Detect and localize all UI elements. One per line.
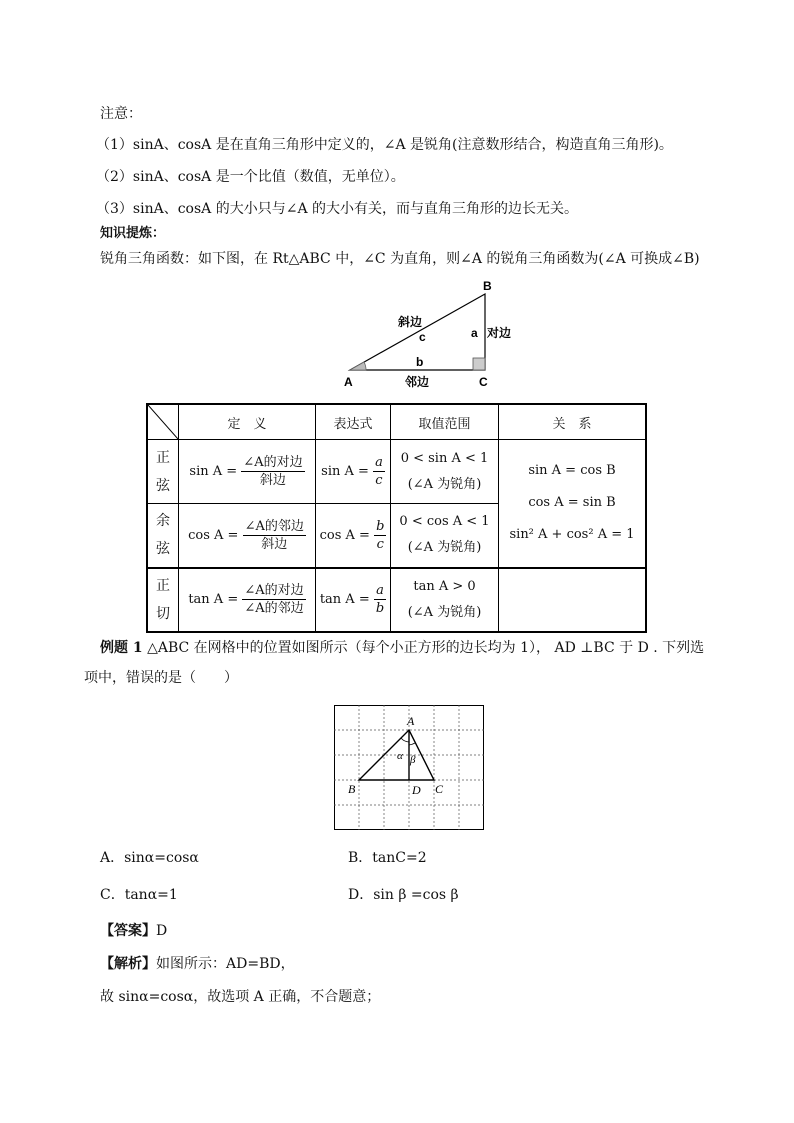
relation-2: cos A = sin B — [528, 495, 616, 511]
cosine-definition: cos A = $\frac{\text{∠A的邻边}}{\text{斜边}}$ — [179, 504, 316, 568]
answer-line — [100, 921, 167, 941]
right-triangle-figure — [340, 278, 540, 390]
table-row-sine — [147, 440, 646, 504]
row-name-cosine: 余 弦 — [147, 504, 179, 568]
sine-range: 0 < sin A < 1 (∠A 为锐角) — [391, 440, 499, 504]
grid-point-d: D — [412, 783, 421, 797]
example-question-line1 — [100, 638, 704, 658]
note-item-1: （1）sinA、cosA 是在直角三角形中定义的，∠A 是锐角(注意数形结合，构造直角三角形)。 — [96, 137, 673, 153]
table-header-row — [147, 404, 646, 440]
cosine-range: 0 < cos A < 1 (∠A 为锐角) — [391, 504, 499, 568]
cosine-expression: cos A = $\frac{b}{c}$ — [316, 504, 391, 568]
tangent-range: tan A > 0 (∠A 为锐角) — [391, 568, 499, 632]
answer-value: D — [156, 923, 168, 939]
hypotenuse-letter: c — [419, 330, 426, 344]
example-question-line2: 项中，错误的是（ ） — [84, 670, 238, 686]
adjacent-label: 邻边 — [405, 375, 430, 389]
vertex-b-label: B — [483, 279, 492, 293]
example-text-1: △ABC 在网格中的位置如图所示（每个小正方形的边长均为 1）， AD ⊥BC 于 D . 下列选 — [142, 640, 705, 656]
opposite-label: 对边 — [487, 326, 512, 340]
sine-expression: sin A = $\frac{a}{c}$ — [316, 440, 391, 504]
header-corner-cell — [147, 404, 179, 440]
analysis-text: 如图所示：AD=BD， — [156, 956, 295, 972]
grid-triangle-figure — [334, 705, 484, 830]
vertex-a-label: A — [344, 375, 353, 389]
knowledge-heading: 知识提炼： — [100, 226, 166, 241]
relation-1: sin A = cos B — [528, 463, 616, 479]
analysis-line — [100, 954, 295, 974]
angle-alpha-label: α — [397, 750, 403, 762]
answer-label: 【答案】 — [100, 923, 156, 939]
option-d: D．sin β =cos β — [348, 887, 459, 903]
grid-vertex-a: A — [407, 714, 415, 728]
relation-3: sin² A + cos² A = 1 — [509, 527, 635, 543]
header-expression: 表达式 — [316, 404, 391, 440]
header-definition: 定 义 — [179, 404, 316, 440]
option-b: B．tanC=2 — [348, 850, 427, 866]
angle-beta-label: β — [410, 754, 416, 766]
opposite-letter: a — [471, 326, 478, 340]
note-item-3: （3）sinA、cosA 的大小只与∠A 的大小有关，而与直角三角形的边长无关。 — [96, 201, 579, 217]
sine-definition: sin A = $\frac{\text{∠A的对边}}{\text{斜边}}$ — [179, 440, 316, 504]
grid-vertex-b: B — [348, 782, 356, 796]
relation-cell — [499, 440, 647, 568]
option-c: C．tanα=1 — [100, 887, 178, 903]
grid-vertex-c: C — [435, 782, 444, 796]
option-a: A．sinα=cosα — [100, 850, 199, 866]
header-relation: 关 系 — [499, 404, 647, 440]
tangent-relation-empty — [499, 568, 647, 632]
tangent-expression: tan A = $\frac{a}{b}$ — [316, 568, 391, 632]
analysis-label: 【解析】 — [100, 956, 156, 972]
notes-heading: 注意： — [100, 106, 142, 122]
diagonal-line — [148, 405, 178, 439]
adjacent-letter: b — [416, 355, 424, 369]
table-row-tangent — [147, 568, 646, 632]
example-label: 例题 1 — [100, 640, 143, 656]
header-range: 取值范围 — [391, 404, 499, 440]
conclusion-line: 故 sinα=cosα，故选项 A 正确，不合题意； — [100, 989, 381, 1005]
row-name-tangent: 正 切 — [147, 568, 179, 632]
vertex-c-label: C — [479, 375, 488, 389]
row-name-sine: 正 弦 — [147, 440, 179, 504]
tangent-definition: tan A = $\frac{\text{∠A的对边}}{\text{∠A的邻边}}$ — [179, 568, 316, 632]
trig-function-table — [146, 403, 647, 633]
note-item-2: （2）sinA、cosA 是一个比值（数值，无单位）。 — [96, 169, 405, 185]
hypotenuse-label: 斜边 — [398, 315, 423, 329]
knowledge-intro: 锐角三角函数：如下图，在 Rt△ABC 中，∠C 为直角，则∠A 的锐角三角函数为(∠A 可换成∠B) — [100, 251, 700, 267]
